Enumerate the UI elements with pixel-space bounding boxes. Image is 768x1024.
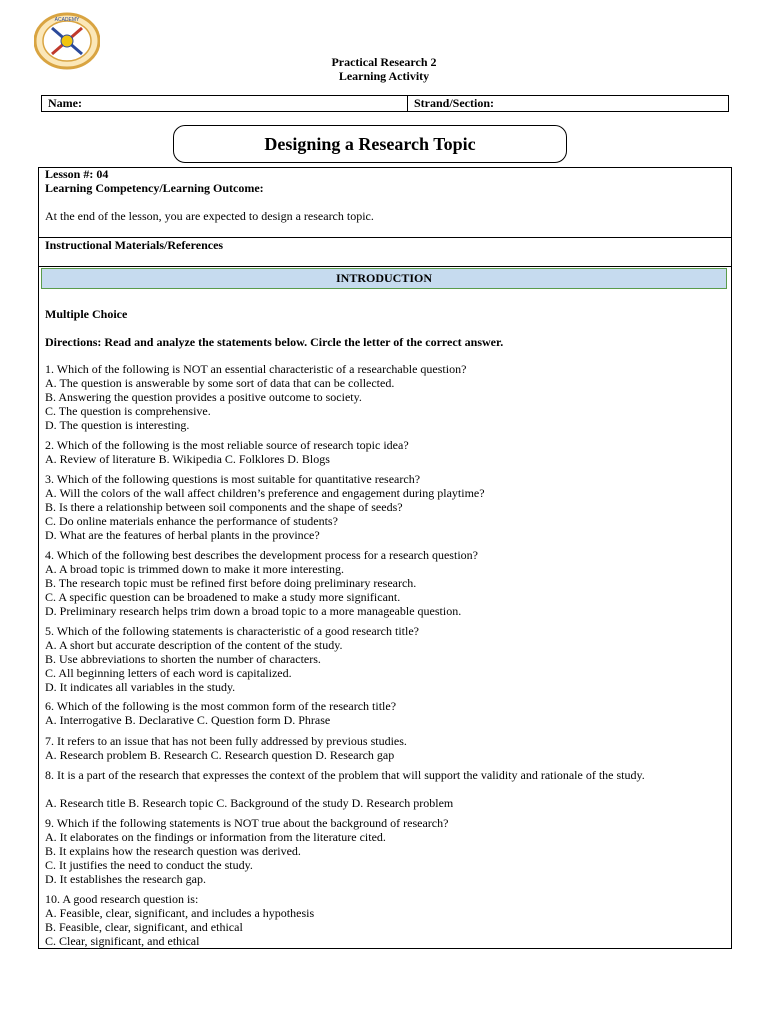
answer-line: D. It indicates all variables in the study. bbox=[45, 680, 236, 694]
answer-line: A. Research problem B. Research C. Research question D. Research gap bbox=[45, 748, 395, 762]
name-field[interactable]: Name: bbox=[42, 96, 408, 111]
answer-line: A. The question is answerable by some sort of data that can be collected. bbox=[45, 376, 395, 390]
question-line: 5. Which of the following statements is characteristic of a good research title? bbox=[45, 624, 419, 638]
answer-line: C. A specific question can be broadened to make a study more significant. bbox=[45, 590, 401, 604]
section-banner: INTRODUCTION bbox=[41, 268, 727, 289]
answer-line: B. Feasible, clear, significant, and ethical bbox=[45, 920, 243, 934]
answer-line: D. It establishes the research gap. bbox=[45, 872, 206, 886]
answer-line: A. It elaborates on the findings or information from the literature cited. bbox=[45, 830, 386, 844]
answer-line: A. Will the colors of the wall affect children’s preference and engagement during playtime? bbox=[45, 486, 485, 500]
question-line: 6. Which of the following is the most common form of the research title? bbox=[45, 699, 397, 713]
answer-line: C. The question is comprehensive. bbox=[45, 404, 211, 418]
seal-text: ACADEMY bbox=[54, 17, 80, 23]
question-line: 4. Which of the following best describes the development process for a research question? bbox=[45, 548, 478, 562]
answer-line: B. Answering the question provides a positive outcome to society. bbox=[45, 390, 362, 404]
answer-line: B. It explains how the research question was derived. bbox=[45, 844, 301, 858]
answer-line: D. What are the features of herbal plants in the province? bbox=[45, 528, 320, 542]
question-line: 3. Which of the following questions is most suitable for quantitative research? bbox=[45, 472, 421, 486]
answer-line: B. Use abbreviations to shorten the number of characters. bbox=[45, 652, 321, 666]
answer-line: C. Do online materials enhance the performance of students? bbox=[45, 514, 338, 528]
learning-outcome: At the end of the lesson, you are expected to design a research topic. bbox=[45, 209, 374, 223]
question-line: 2. Which of the following is the most reliable source of research topic idea? bbox=[45, 438, 409, 452]
answer-line: B. The research topic must be refined first before doing preliminary research. bbox=[45, 576, 417, 590]
quiz-type: Multiple Choice bbox=[45, 307, 128, 321]
answer-line: A. A short but accurate description of the content of the study. bbox=[45, 638, 343, 652]
strand-section-field[interactable]: Strand/Section: bbox=[414, 96, 495, 110]
answer-line: A. Research title B. Research topic C. Background of the study D. Research problem bbox=[45, 796, 454, 810]
answer-line: D. The question is interesting. bbox=[45, 418, 190, 432]
activity-title: Learning Activity bbox=[338, 69, 430, 83]
lesson-number: Lesson #: 04 bbox=[45, 167, 109, 181]
answer-line: A. Feasible, clear, significant, and includes a hypothesis bbox=[45, 906, 315, 920]
subject-title: Practical Research 2 bbox=[331, 55, 437, 69]
student-info-row bbox=[41, 95, 729, 112]
answer-line: C. Clear, significant, and ethical bbox=[45, 934, 200, 948]
answer-line: A. Interrogative B. Declarative C. Question form D. Phrase bbox=[45, 713, 331, 727]
answer-line: D. Preliminary research helps trim down a broad topic to a more manageable question. bbox=[45, 604, 462, 618]
question-line: 10. A good research question is: bbox=[45, 892, 199, 906]
answer-line: C. All beginning letters of each word is capitalized. bbox=[45, 666, 292, 680]
question-line: 8. It is a part of the research that expresses the context of the problem that will support the validity and rationale of the study. bbox=[45, 768, 645, 782]
divider bbox=[38, 266, 732, 267]
answer-line: A. Review of literature B. Wikipedia C. Folklores D. Blogs bbox=[45, 452, 330, 466]
question-line: 9. Which if the following statements is NOT true about the background of research? bbox=[45, 816, 449, 830]
competency-label: Learning Competency/Learning Outcome: bbox=[45, 181, 264, 195]
answer-line: A. A broad topic is trimmed down to make it more interesting. bbox=[45, 562, 344, 576]
page-title: Designing a Research Topic bbox=[173, 125, 567, 163]
quiz-directions: Directions: Read and analyze the statements below. Circle the letter of the correct answer. bbox=[45, 335, 504, 349]
answer-line: C. It justifies the need to conduct the study. bbox=[45, 858, 253, 872]
materials-label: Instructional Materials/References bbox=[45, 238, 224, 252]
question-line: 1. Which of the following is NOT an essential characteristic of a researchable question? bbox=[45, 362, 467, 376]
question-line: 7. It refers to an issue that has not been fully addressed by previous studies. bbox=[45, 734, 407, 748]
answer-line: B. Is there a relationship between soil components and the shape of seeds? bbox=[45, 500, 403, 514]
